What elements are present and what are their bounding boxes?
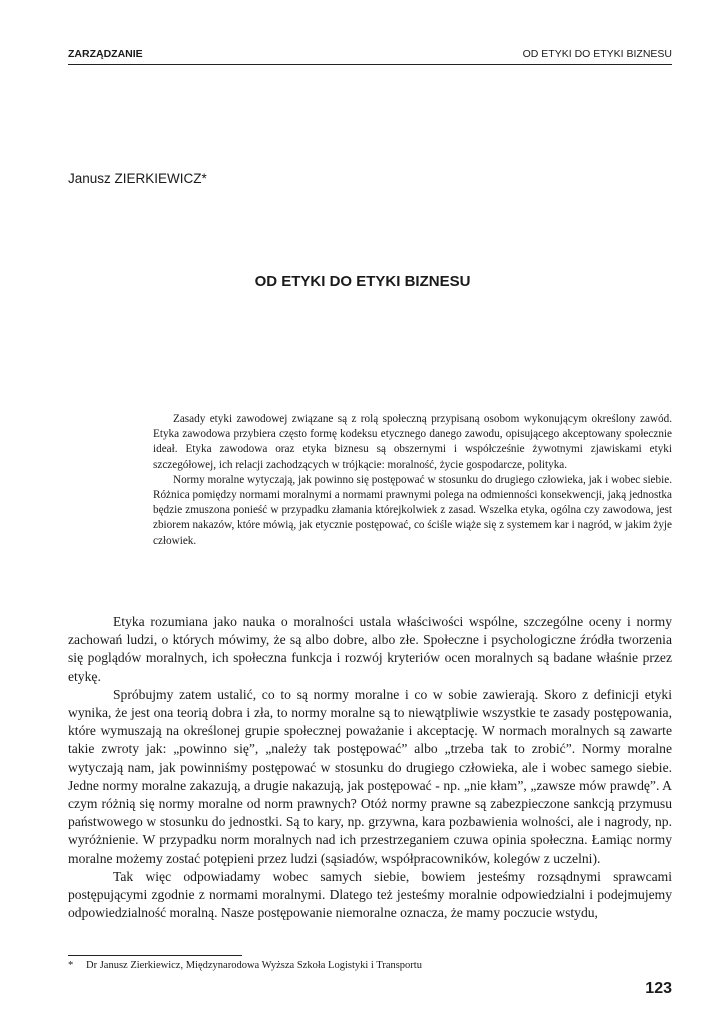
body-paragraph: Tak więc odpowiadamy wobec samych siebie, bowiem jesteśmy rozsądnymi sprawcami postępującymi zgodnie z normami moralnymi. Dlatego też jesteśmy moralnie odpowiedzialni i podejmujemy odpowiedzialność moralną. Nasze postępowanie niemoralne oznacza, że mamy poczucie wstydu, bbox=[68, 868, 672, 921]
footnote-text: Dr Janusz Zierkiewicz, Międzynarodowa Wyższa Szkoła Logistyki i Transportu bbox=[86, 960, 422, 971]
footnote-divider bbox=[68, 955, 242, 956]
page-number: 123 bbox=[645, 980, 672, 997]
article-title: OD ETYKI DO ETYKI BIZNESU bbox=[254, 273, 471, 290]
running-header bbox=[68, 48, 672, 65]
abstract-paragraph: Normy moralne wytyczają, jak powinno się postępować w stosunku do drugiego człowieka, jak i wobec siebie. Różnica pomiędzy normami moralnymi a normami prawnymi polega na odmienności konsekwencji, jaką jednostka będzie zmuszona ponieść w przypadku złamania którejkolwiek z zasad. Wszelka etyka, ogólna czy zawodowa, jest zbiorem nakazów, które mówią, jak etycznie postępować, co ściśle wiąże się z systemem kar i nagród, w jakim żyje człowiek. bbox=[153, 473, 672, 547]
body-text bbox=[68, 613, 672, 922]
author-name: Janusz ZIERKIEWICZ* bbox=[68, 171, 207, 186]
footnote-mark: * bbox=[68, 960, 74, 971]
running-title: OD ETYKI DO ETYKI BIZNESU bbox=[522, 48, 672, 60]
body-paragraph: Etyka rozumiana jako nauka o moralności ustala właściwości wspólne, szczególne oceny i normy zachowań ludzi, o których mówimy, że są albo dobre, albo złe. Społeczne i psychologiczne źródła tworzenia się poglądów moralnych, ich społeczna funkcja i rozwój kryteriów ocen moralnych są badane właśnie przez etykę. bbox=[68, 614, 672, 684]
section-label: ZARZĄDZANIE bbox=[68, 48, 143, 60]
footnote bbox=[68, 960, 422, 971]
body-paragraph: Spróbujmy zatem ustalić, co to są normy moralne i co w sobie zawierają. Skoro z definicji etyki wynika, że jest ona teorią dobra i zła, to normy moralne są to niewątpliwie wszystkie te zasady postępowania, które wymuszają na określonej grupie społecznej poważanie i akceptację. W normach moralnych są zawarte takie zwroty jak: „powinno się”, „należy tak postępować” albo „trzeba tak to zrobić”. Normy moralne wytyczają nam, jak powinniśmy postępować w stosunku do drugiego człowieka, ale i wobec samego siebie. Jedne normy moralne zakazują, a drugie nakazują, jak postępować - np. „nie kłam”, „zawsze mów prawdę”. A czym różnią się normy moralne od norm prawnych? Otóż normy prawne są zabezpieczone sankcją przymusu państwowego w stosunku do jednostki. Są to kary, np. grzywna, kara pozbawienia wolności, ale i nagrody, np. wyróżnienie. W przypadku norm moralnych nad ich przestrzeganiem czuwa opinia społeczna. Łamiąc normy moralne możemy zostać potępieni przez ludzi (sąsiadów, współpracowników, kolegów z uczelni). bbox=[68, 686, 672, 866]
abstract bbox=[153, 412, 672, 549]
abstract-paragraph: Zasady etyki zawodowej związane są z rolą społeczną przypisaną osobom wykonującym określony zawód. Etyka zawodowa przybiera często formę kodeksu etycznego danego zawodu, opisującego akceptowany społecznie ideał. Etyka zawodowa oraz etyka biznesu są obszernymi i współcześnie żywotnymi zjawiskami etyki szczegółowej, ich relacji zachodzących w trójkącie: moralność, życie gospodarcze, polityka. bbox=[153, 413, 672, 471]
